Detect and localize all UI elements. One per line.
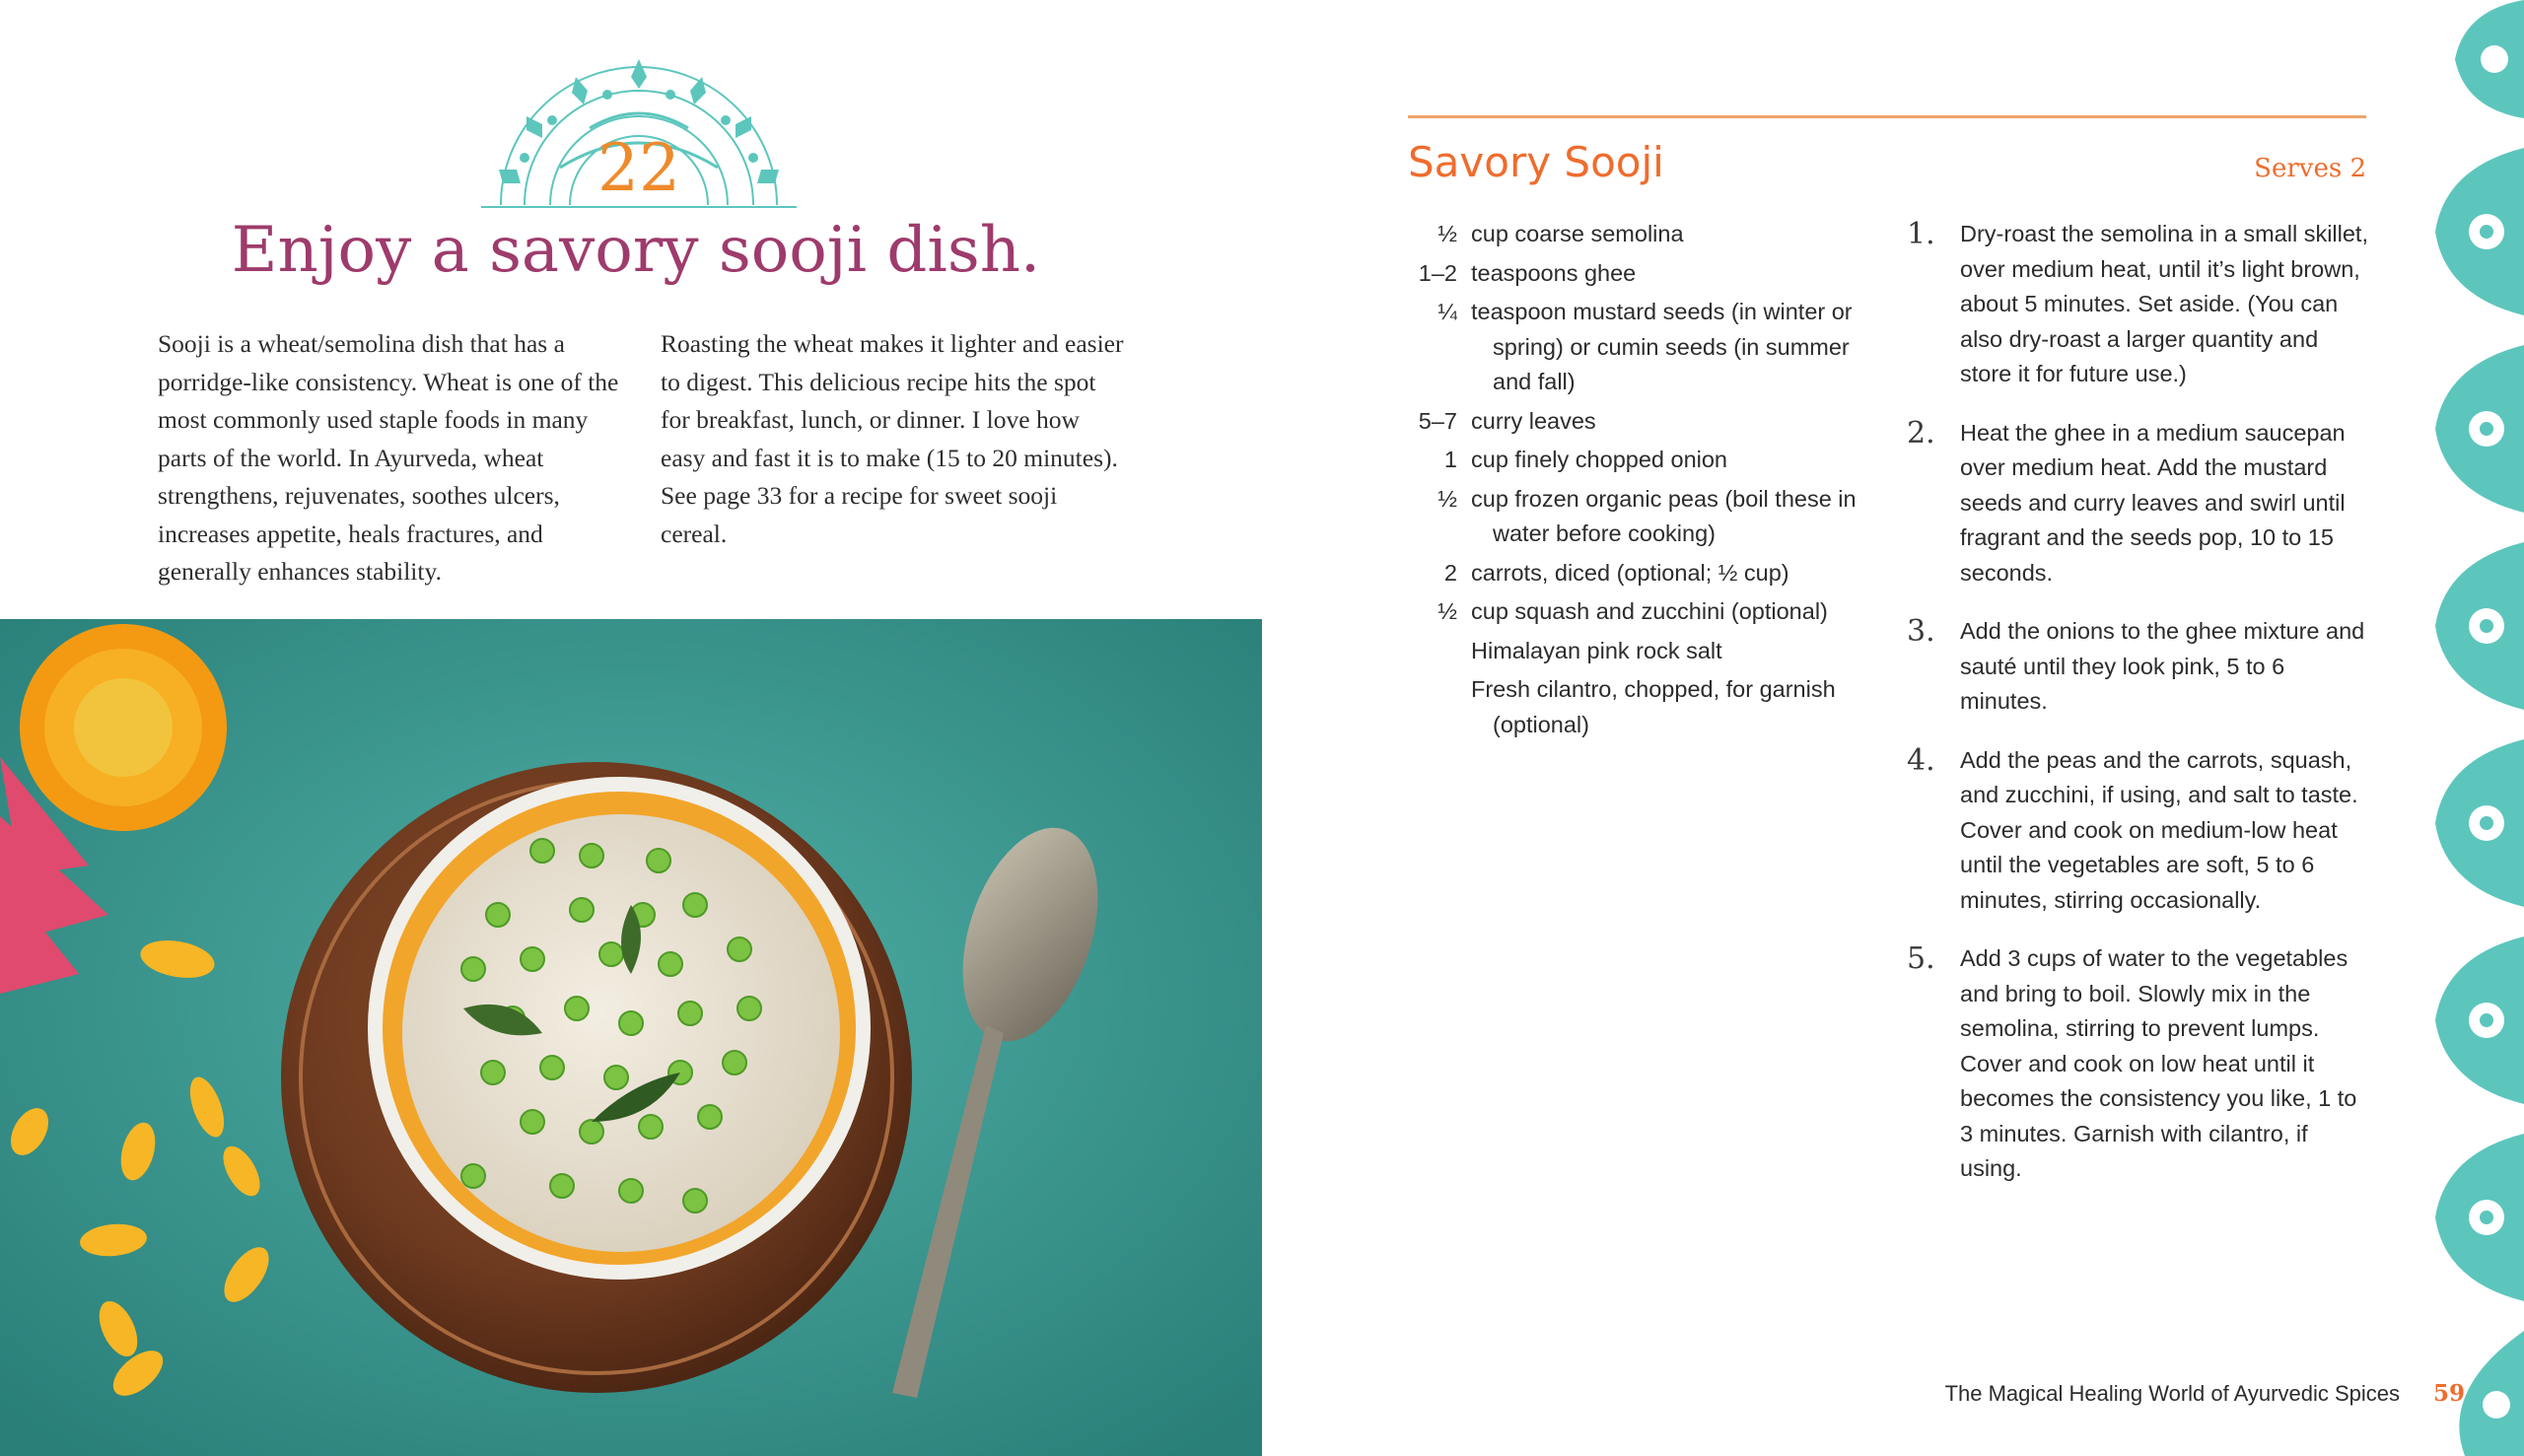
page-footer xyxy=(1873,1380,2465,1407)
ingredient-row xyxy=(1408,672,1871,742)
page-number: 59 xyxy=(2432,1380,2465,1407)
steps-list xyxy=(1907,217,2370,1211)
ingredient-qty: 2 xyxy=(1443,559,1457,586)
step-row xyxy=(1907,614,2370,720)
sooji-dish-photo xyxy=(0,619,1262,1456)
ingredient-qty: ¼ xyxy=(1437,299,1457,324)
ingredient-row xyxy=(1408,634,1871,669)
recipe-title: Savory Sooji xyxy=(1408,138,1664,186)
ingredient-item: cup coarse semolina xyxy=(1471,221,1684,246)
serves-label: Serves 2 xyxy=(2254,154,2366,183)
ingredient-item: curry leaves xyxy=(1471,407,1596,434)
ingredient-item: teaspoons ghee xyxy=(1471,259,1637,286)
ingredient-item: Fresh cilantro, chopped, for garnish (optional) xyxy=(1471,676,1836,737)
step-row xyxy=(1907,217,2370,392)
running-title: The Magical Healing World of Ayurvedic Spices xyxy=(1944,1381,2400,1406)
ingredient-row xyxy=(1408,256,1871,292)
ingredient-row xyxy=(1408,482,1871,552)
step-text: Dry-roast the semolina in a small skillet, over medium heat, until it’s light brown, about 5 minutes. Set aside. (You can also dry-roast a larger quantity and store it for future use.) xyxy=(1960,221,2368,386)
ingredient-qty: ½ xyxy=(1437,485,1457,512)
ingredient-row xyxy=(1408,443,1871,478)
ingredient-item: cup squash and zucchini (optional) xyxy=(1471,598,1828,624)
ingredients-list xyxy=(1408,217,1871,746)
step-number: 1. xyxy=(1907,217,1935,251)
step-number: 5. xyxy=(1907,941,1935,976)
tip-number: 22 xyxy=(597,130,680,206)
step-number: 4. xyxy=(1907,742,1935,778)
ingredient-row xyxy=(1408,217,1871,252)
ingredient-item: carrots, diced (optional; ½ cup) xyxy=(1471,559,1789,586)
step-row xyxy=(1907,416,2370,591)
ingredient-item: teaspoon mustard seeds (in winter or spring) or cumin seeds (in summer and fall) xyxy=(1471,299,1853,394)
ingredient-qty xyxy=(1408,634,1471,669)
step-row xyxy=(1907,941,2370,1187)
step-row xyxy=(1907,743,2370,919)
step-text: Add the onions to the ghee mixture and sauté until they look pink, 5 to 6 minutes. xyxy=(1960,618,2365,714)
ingredient-qty: 1 xyxy=(1443,447,1457,472)
intro-right-column xyxy=(661,325,1124,553)
ingredient-qty: ½ xyxy=(1437,598,1457,624)
ingredient-row xyxy=(1408,295,1871,400)
ingredient-row xyxy=(1408,594,1871,630)
header-rule xyxy=(1408,115,2366,118)
ingredient-qty: 5–7 xyxy=(1418,407,1457,434)
intro-paragraph-1: Sooji is a wheat/semolina dish that has a porridge-like consistency. Wheat is one of the most commonly used staple foods in many parts of the world. In Ayurveda, wheat strengthens, rejuvenates, soothes ulcers, increases appetite, heals fractures, and generally enhances stability. xyxy=(158,329,619,586)
ingredient-row xyxy=(1408,404,1871,440)
tip-title: Enjoy a savory sooji dish. xyxy=(231,214,1041,287)
ingredient-qty: ½ xyxy=(1437,221,1457,246)
ingredient-qty: 1–2 xyxy=(1418,259,1457,286)
ingredient-item: Himalayan pink rock salt xyxy=(1471,637,1722,663)
step-text: Add 3 cups of water to the vegetables and bring to boil. Slowly mix in the semolina, stirring to prevent lumps. Cover and cook on low heat until it becomes the consistency you like, 1 to 3 minutes. Garnish with cilantro, if using. xyxy=(1960,945,2357,1181)
ingredient-item: cup finely chopped onion xyxy=(1471,447,1728,472)
step-text: Add the peas and the carrots, squash, and zucchini, if using, and salt to taste. Cover and cook on medium-low heat until the vegetables are soft, 5 to 6 minutes, stirring occasionally. xyxy=(1960,746,2358,913)
step-number: 2. xyxy=(1907,415,1935,451)
ingredient-row xyxy=(1408,556,1871,591)
intro-left-column xyxy=(158,325,621,591)
ingredient-item: cup frozen organic peas (boil these in water before cooking) xyxy=(1471,485,1857,546)
step-number: 3. xyxy=(1907,614,1935,649)
ingredient-qty xyxy=(1408,672,1471,742)
intro-paragraph-2: Roasting the wheat makes it lighter and easier to digest. This delicious recipe hits the spot for breakfast, lunch, or dinner. I love how easy and fast it is to make (15 to 20 minutes). See page 33 for a recipe for sweet sooji cereal. xyxy=(661,329,1124,548)
step-text: Heat the ghee in a medium saucepan over medium heat. Add the mustard seeds and curry leaves and swirl until fragrant and the seeds pop, 10 to 15 seconds. xyxy=(1960,419,2346,586)
mandala-border-ornament xyxy=(2425,0,2524,1456)
